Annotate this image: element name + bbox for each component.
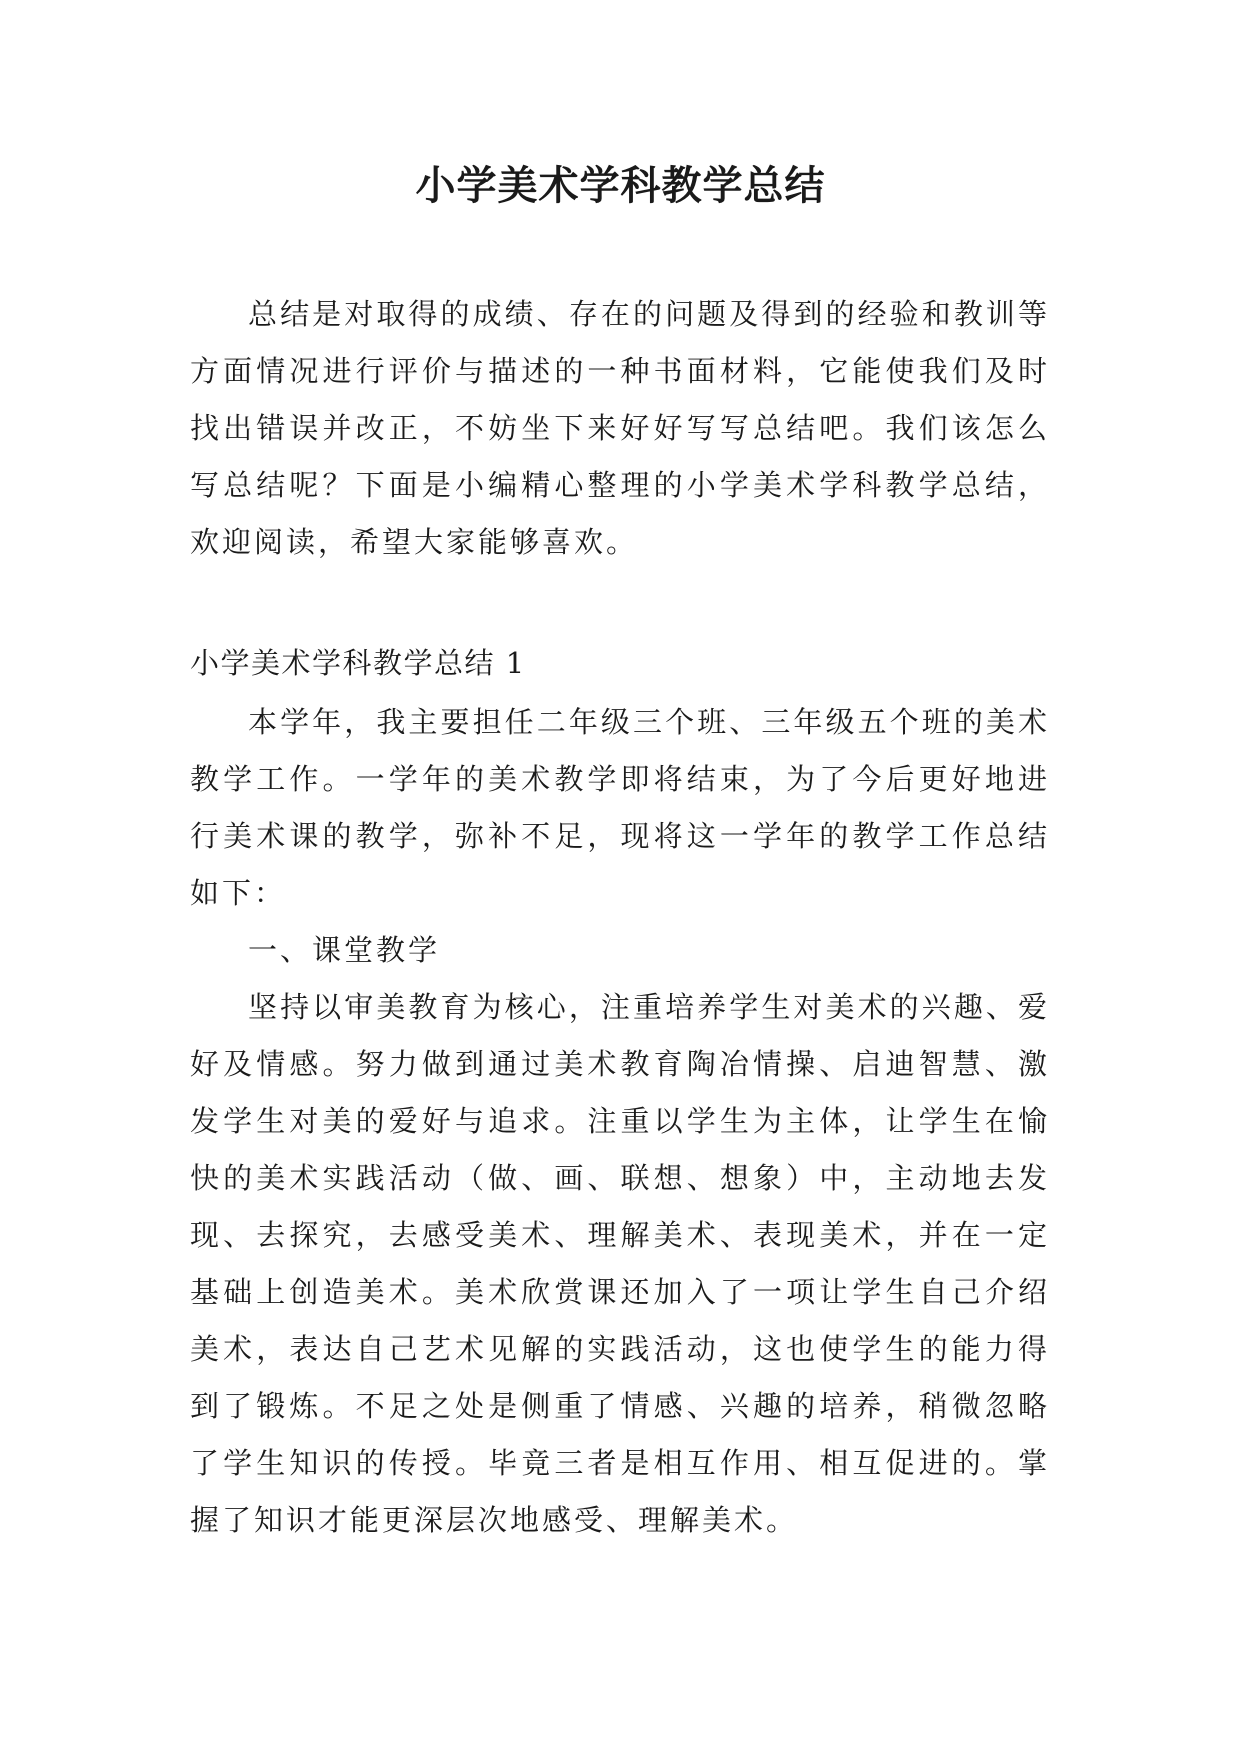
subsection-heading: 一、课堂教学 [248, 933, 441, 967]
intro-paragraph: 总结是对取得的成绩、存在的问题及得到的经验和教训等方面情况进行评价与描述的一种书面材料，它能使我们及时找出错误并改正，不妨坐下来好好写写总结吧。我们该怎么写总结呢？下面是小编精心整理的小学美术学科教学总结，欢迎阅读，希望大家能够喜欢。 [190, 297, 1050, 559]
document-body [190, 286, 1050, 1549]
body-paragraph: 本学年，我主要担任二年级三个班、三年级五个班的美术教学工作。一学年的美术教学即将结束，为了今后更好地进行美术课的教学，弥补不足，现将这一学年的教学工作总结如下： [190, 705, 1050, 910]
body-paragraph: 坚持以审美教育为核心，注重培养学生对美术的兴趣、爱好及情感。努力做到通过美术教育陶冶情操、启迪智慧、激发学生对美的爱好与追求。注重以学生为主体，让学生在愉快的美术实践活动（做、画、联想、想象）中，主动地去发现、去探究，去感受美术、理解美术、表现美术，并在一定基础上创造美术。美术欣赏课还加入了一项让学生自己介绍美术，表达自己艺术见解的实践活动，这也使学生的能力得到了锻炼。不足之处是侧重了情感、兴趣的培养，稍微忽略了学生知识的传授。毕竟三者是相互作用、相互促进的。掌握了知识才能更深层次地感受、理解美术。 [190, 990, 1050, 1537]
section-heading: 小学美术学科教学总结 1 [190, 646, 526, 680]
document-title: 小学美术学科教学总结 [415, 163, 826, 209]
